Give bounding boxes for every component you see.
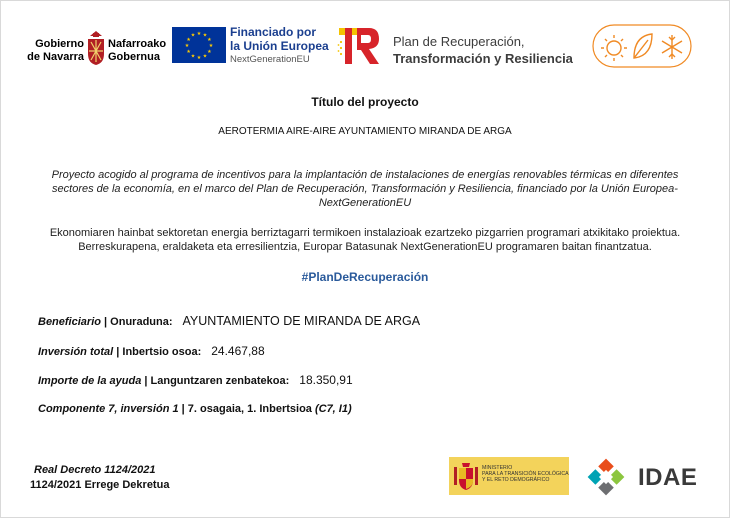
svg-text:★: ★: [184, 43, 190, 49]
svg-text:★: ★: [207, 37, 212, 43]
svg-text:★: ★: [207, 49, 212, 55]
inversion-label-es: Inversión total: [38, 346, 114, 358]
prtr-line1: Plan de Recuperación,: [393, 34, 525, 49]
importe-label-eu: Languntzaren zenbatekoa:: [150, 375, 290, 387]
hashtag: #PlanDeRecuperación: [301, 270, 429, 284]
importe-value: 18.350,91: [299, 373, 353, 387]
svg-text:★: ★: [196, 55, 202, 61]
decree-es: Real Decreto 1124/2021: [34, 464, 156, 476]
beneficiario-value: AYUNTAMIENTO DE MIRANDA DE ARGA: [182, 314, 421, 328]
svg-text:★: ★: [190, 53, 196, 60]
componente-sep: |: [178, 403, 188, 415]
beneficiario-label-eu: Onuraduna:: [110, 316, 173, 328]
idae-logo: [580, 457, 700, 497]
snowflake-icon: [662, 35, 682, 59]
prtr-mark-icon: [337, 24, 381, 68]
svg-text:★: ★: [186, 37, 191, 43]
sun-icon: [601, 35, 627, 61]
eu-flag-icon: [172, 27, 226, 63]
field-inversion: [38, 344, 265, 358]
componente-label-eu: 7. osagaia, 1. Inbertsioa: [187, 403, 312, 415]
inversion-value: 24.467,88: [211, 344, 265, 358]
description-eu: Ekonomiaren hainbat sektoretan energia berriztagarri termikoen instalazioak ezartzeko pizgarrien programari atxikitako proiektua. Berreskurapena, eraldaketa eta erresilientzia, Europar Batasunak NextGenerationEU programaren baitan finantzatua.: [49, 227, 681, 253]
idae-mark-icon: [580, 457, 632, 497]
project-title: AEROTERMIA AIRE-AIRE AYUNTAMIENTO MIRANDA DE ARGA: [218, 126, 512, 137]
inversion-sep: |: [113, 346, 123, 358]
svg-text:★: ★: [196, 31, 202, 37]
eu-line2: la Unión Europea: [230, 39, 329, 53]
navarra-text-es: Gobierno de Navarra: [27, 38, 84, 63]
eu-line3: NextGenerationEU: [230, 54, 310, 65]
eu-line1: Financiado por: [230, 25, 317, 39]
decree-eu: 1124/2021 Errege Dekretua: [30, 479, 170, 491]
eu-logo: [172, 25, 332, 67]
componente-code: (C7, I1): [311, 403, 352, 415]
svg-text:★: ★: [208, 43, 214, 49]
ministerio-logo: [449, 457, 569, 495]
prtr-line2: Transformación y Resiliencia: [393, 51, 573, 66]
inversion-label-eu: Inbertsio osoa:: [122, 346, 202, 358]
svg-text:★: ★: [202, 32, 208, 39]
beneficiario-sep: |: [100, 316, 111, 328]
navarra-text-eu: Nafarroako Gobernua: [108, 38, 167, 63]
idae-wordmark: IDAE: [638, 464, 698, 491]
project-label: Título del proyecto: [311, 95, 419, 109]
spain-coat-of-arms-icon: [453, 461, 479, 491]
componente-label-es: Componente 7, inversión 1: [38, 403, 179, 415]
ministerio-text: MINISTERIO PARA LA TRANSICIÓN ECOLÓGICA Y EL RETO DEMOGRÁFICO: [482, 465, 569, 484]
field-beneficiario: [38, 314, 420, 328]
svg-text:★: ★: [202, 53, 208, 60]
navarra-logo: [22, 30, 172, 70]
leaf-icon: [634, 34, 652, 58]
importe-label-es: Importe de la ayuda: [38, 375, 142, 387]
navarra-shield-icon: [86, 30, 106, 66]
beneficiario-label-es: Beneficiario: [38, 316, 101, 328]
renewable-energy-icon: [592, 24, 692, 68]
prtr-logo: [337, 24, 587, 68]
field-componente: [38, 403, 352, 415]
svg-text:★: ★: [186, 49, 191, 55]
field-importe: [38, 373, 353, 387]
description-es: Proyecto acogido al programa de incentivos para la implantación de instalaciones de energías renovables térmicas en diferentes sectores de la economía, en el marco del Plan de Recuperación, Transformación y Resiliencia, financiado por la Unión Europea-NextGenerationEU: [51, 169, 679, 209]
importe-sep: |: [141, 375, 151, 387]
svg-text:★: ★: [190, 32, 196, 39]
